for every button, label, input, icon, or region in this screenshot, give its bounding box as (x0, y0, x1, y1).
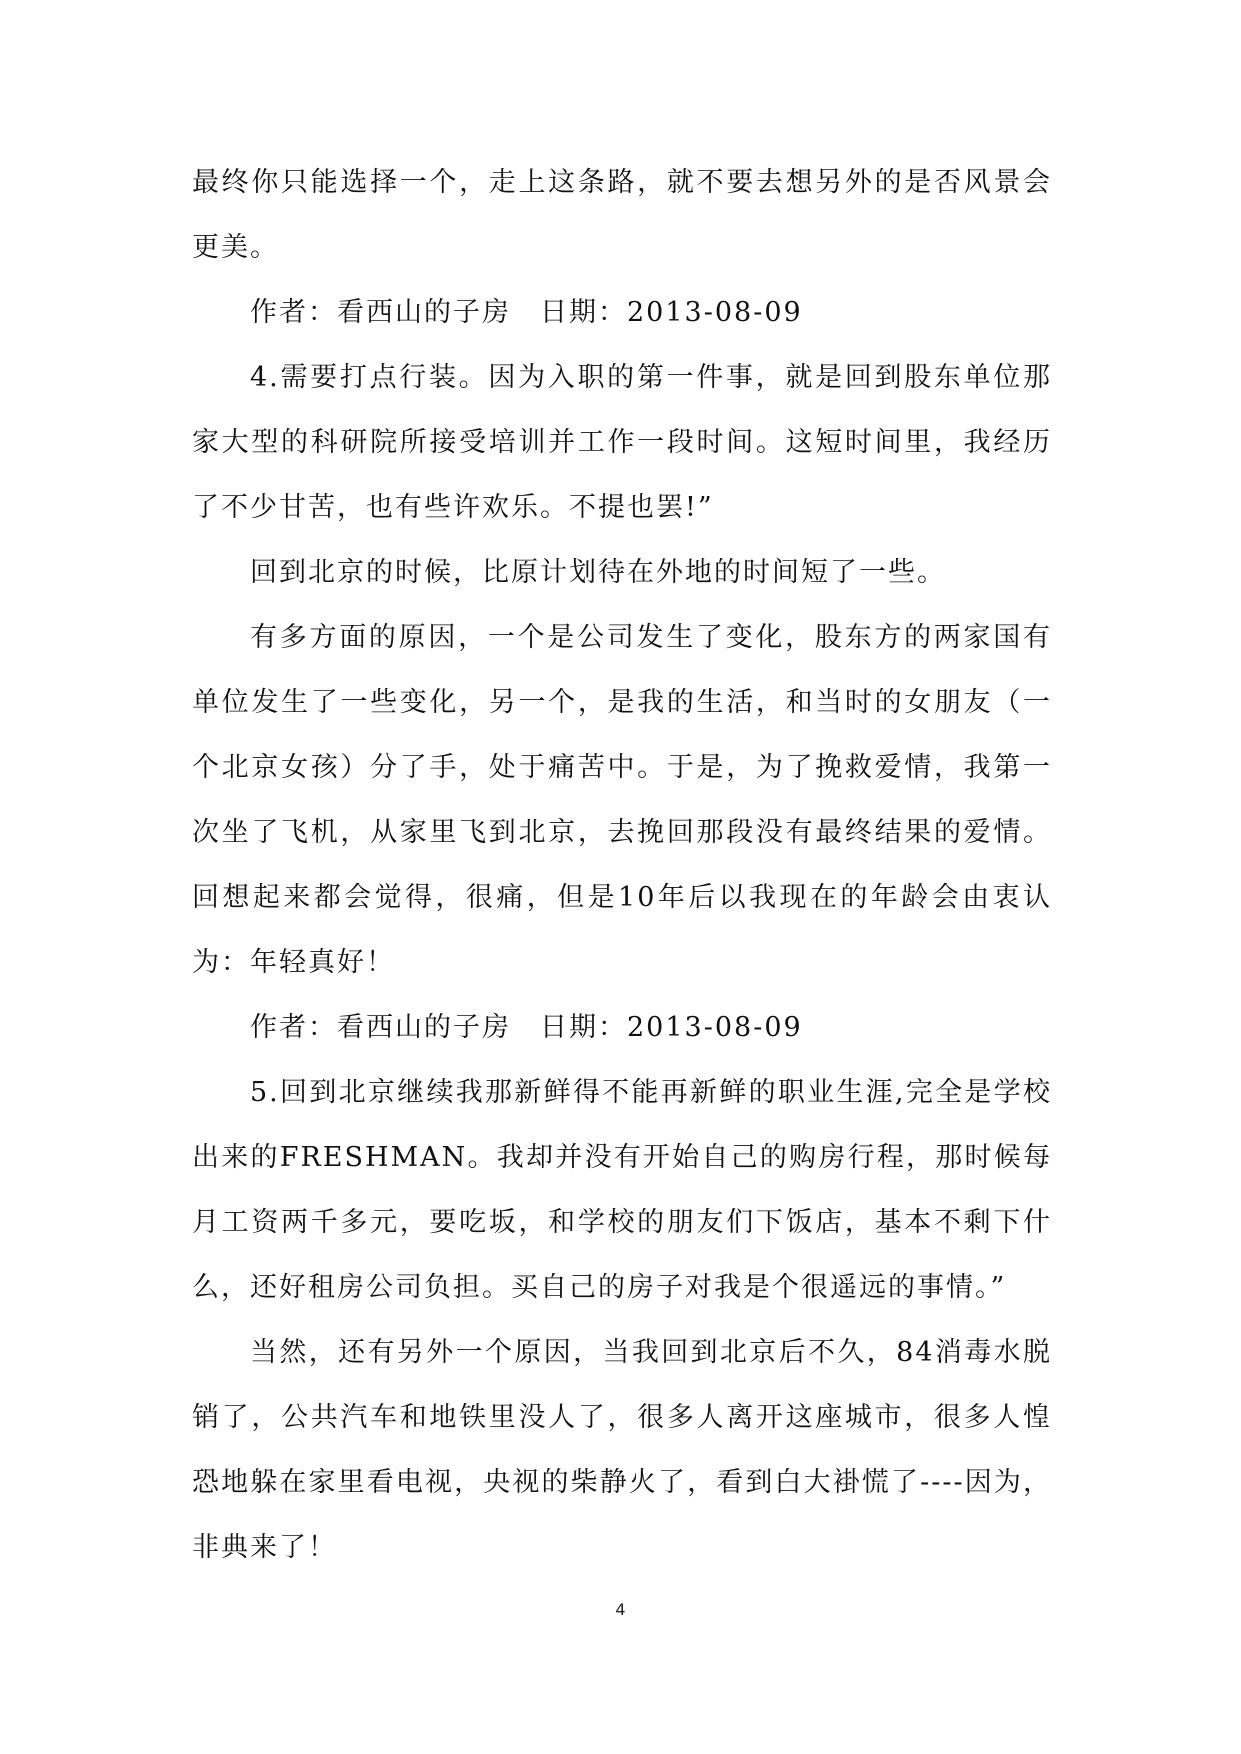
paragraph-5: 有多方面的原因，一个是公司发生了变化，股东方的两家国有单位发生了一些变化，另一个，是我的生活，和当时的女朋友（一个北京女孩）分了手，处于痛苦中。于是，为了挽救爱情，我第一次坐了飞机，从家里飞到北京，去挽回那段没有最终结果的爱情。回想起来都会觉得，很痛，但是10年后以我现在的年龄会由衷认为：年轻真好！ (192, 622, 1052, 978)
page-number: 4 (615, 1600, 626, 1619)
paragraph-4: 回到北京的时候，比原计划待在外地的时间短了一些。 (250, 557, 946, 588)
paragraph-8: 当然，还有另外一个原因，当我回到北京后不久，84消毒水脱销了，公共汽车和地铁里没人了，很多人离开这座城市，很多人惶恐地躲在家里看电视，央视的柴静火了，看到白大褂慌了----因为，非典来了！ (192, 1337, 1052, 1563)
paragraph-7: 5.回到北京继续我那新鲜得不能再新鲜的职业生涯,完全是学校出来的FRESHMAN。我却并没有开始自己的购房行程，那时候每月工资两千多元，要吃坂，和学校的朋友们下饭店，基本不剩下什么，还好租房公司负担。买自己的房子对我是个很遥远的事情。” (192, 1077, 1052, 1303)
page-content (192, 150, 1052, 1580)
paragraph-3: 4.需要打点行装。因为入职的第一件事，就是回到股东单位那家大型的科研院所接受培训并工作一段时间。这短时间里，我经历了不少甘苦，也有些许欢乐。不提也罢!” (192, 362, 1052, 523)
paragraph-author-date-2: 作者：看西山的子房 日期：2013-08-09 (250, 1012, 803, 1043)
paragraph-author-date-1: 作者：看西山的子房 日期：2013-08-09 (250, 297, 803, 328)
paragraph-1: 最终你只能选择一个，走上这条路，就不要去想另外的是否风景会更美。 (192, 167, 1052, 263)
